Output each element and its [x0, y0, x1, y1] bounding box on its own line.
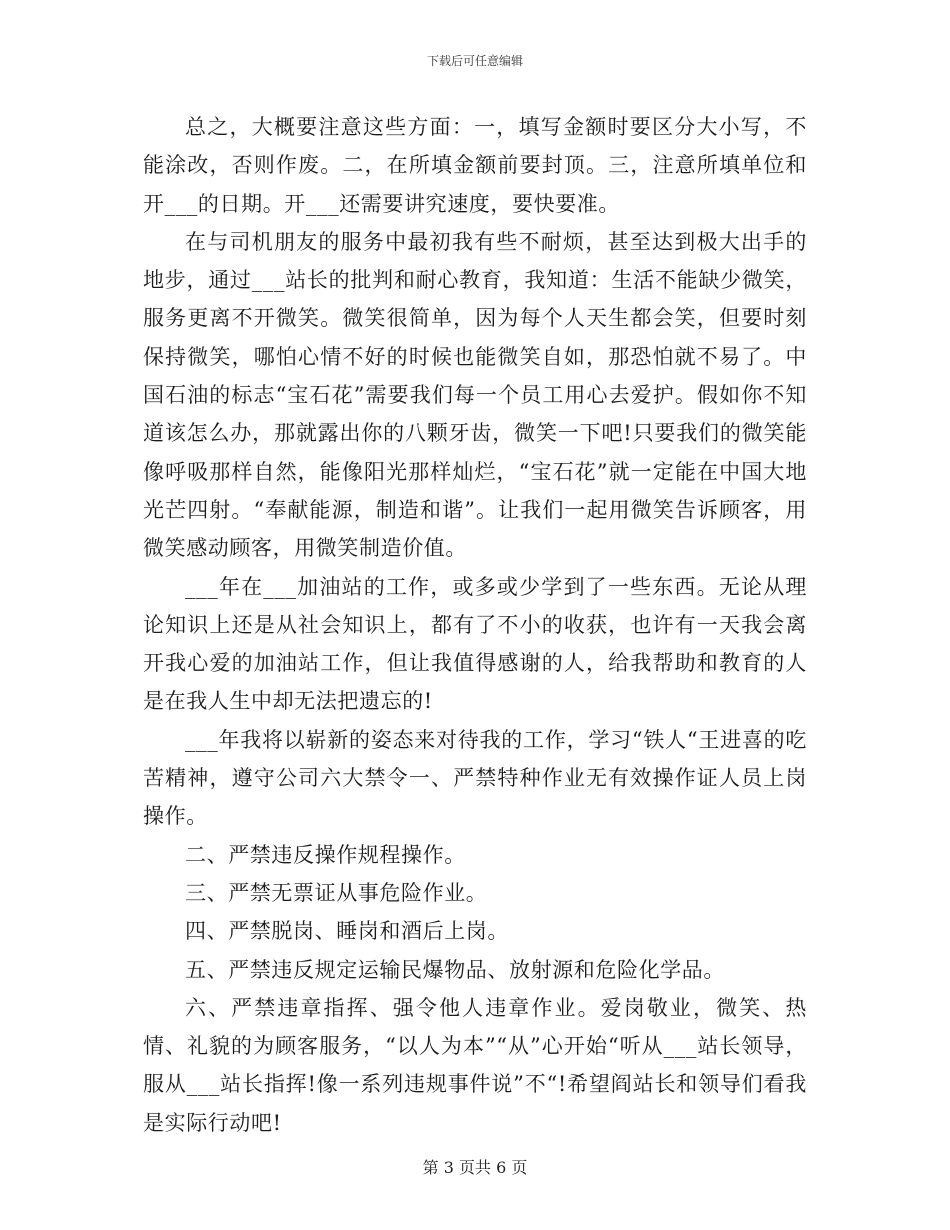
- page-footer: 第 3 页共 6 页: [422, 1158, 528, 1177]
- paragraph-rule-6: 六、严禁违章指挥、强令他人违章作业。爱岗敬业，微笑、热情、礼貌的为顾客服务，“以人为本”“从”心开始“听从___站长领导，服从___站长指挥!像一系列违规事件说”不“!希望阎站长和领导们看我是实际行动吧!: [143, 995, 807, 1135]
- paragraph-rule-4: 四、严禁脱岗、睡岗和酒后上岗。: [185, 919, 509, 944]
- paragraph-rule-3: 三、严禁无票证从事危险作业。: [185, 880, 488, 905]
- document-body: [143, 108, 807, 1142]
- paragraph-rule-2: 二、严禁违反操作规程操作。: [185, 842, 466, 867]
- paragraph-summary: 总之，大概要注意这些方面：一，填写金额时要区分大小写，不能涂改，否则作废。二，在所填金额前要封顶。三，注意所填单位和开___的日期。开___还需要讲究速度，要快要准。: [143, 115, 807, 216]
- paragraph-smile-service: 在与司机朋友的服务中最初我有些不耐烦，甚至达到极大出手的地步，通过___站长的批判和耐心教育，我知道：生活不能缺少微笑，服务更离不开微笑。微笑很简单，因为每个人天生都会笑，但要时刻保持微笑，哪怕心情不好的时候也能微笑自如，那恐怕就不易了。中国石油的标志“宝石花”需要我们每一个员工用心去爱护。假如你不知道该怎么办，那就露出你的八颗牙齿，微笑一下吧!只要我们的微笑能像呼吸那样自然，能像阳光那样灿烂，“宝石花”就一定能在中国大地光芒四射。“奉献能源，制造和谐”。让我们一起用微笑告诉顾客，用微笑感动顾客，用微笑制造价值。: [143, 229, 807, 561]
- paragraph-rule-5: 五、严禁违反规定运输民爆物品、放射源和危险化学品。: [185, 957, 725, 982]
- paragraph-year-review: ___年在___加油站的工作，或多或少学到了一些东西。无论从理论知识上还是从社会知识上，都有了不小的收获，也许有一天我会离开我心爱的加油站工作，但让我值得感谢的人，给我帮助和教育的人是在我人生中却无法把遗忘的!: [143, 574, 807, 714]
- paragraph-new-year-plan: ___年我将以崭新的姿态来对待我的工作，学习“铁人“王进喜的吃苦精神，遵守公司六大禁令一、严禁特种作业无有效操作证人员上岗操作。: [143, 727, 807, 829]
- page-header: 下载后可任意编辑: [426, 54, 523, 68]
